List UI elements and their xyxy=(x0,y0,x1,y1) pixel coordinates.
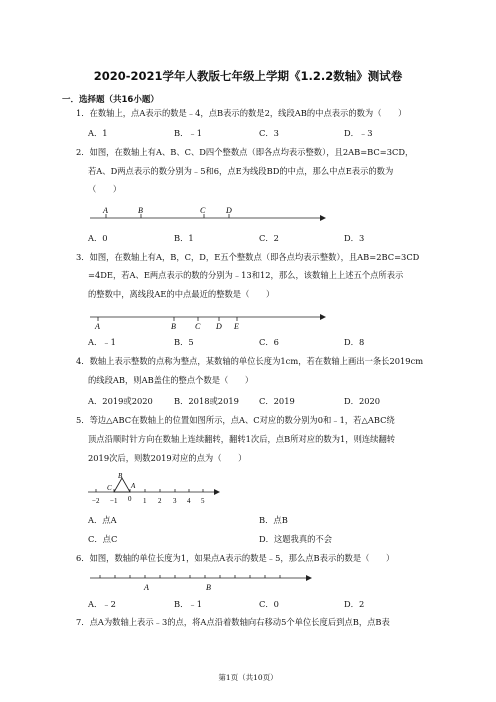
q3-label-b: B xyxy=(171,322,176,331)
q5-stem-line1: 5．等边△ABC在数轴上的位置如图所示，点A、C对应的数分别为0和﹣1，若△ABC绕 xyxy=(76,415,395,425)
q1-option-d: D．﹣3 xyxy=(344,128,373,138)
q4-option-c: C．2019 xyxy=(259,396,295,406)
q3-option-b: B．5 xyxy=(174,337,194,347)
q5-tick-label: 2 xyxy=(158,497,162,505)
q6-stem: 6．如图，数轴的单位长度为1，如果点A表示的数是﹣5，那么点B表示的数是（ ） xyxy=(76,553,395,563)
q6-option-d: D．2 xyxy=(344,599,365,609)
page-title: 2020-2021学年人教版七年级上学期《1.2.2数轴》测试卷 xyxy=(93,69,403,83)
q5-option-d: D．这题我真的不会 xyxy=(259,534,333,544)
q3-label-d: D xyxy=(216,322,222,331)
q2-label-a: A xyxy=(103,206,108,215)
q3-option-d: D．8 xyxy=(344,337,365,347)
q5-tick-label: −1 xyxy=(110,497,118,505)
q2-stem-line1: 2．如图，在数轴上有A、B、C、D四个整数点（即各点均表示整数），且2AB=BC=3CD， xyxy=(76,147,414,157)
q4-stem-line2: 的线段AB，则AB盖住的整点个数是（ ） xyxy=(88,375,254,385)
q6-number-line xyxy=(88,570,318,594)
q1-option-b: B．﹣1 xyxy=(174,128,202,138)
q3-option-a: A．﹣1 xyxy=(88,337,116,347)
q3-number-line xyxy=(88,308,328,332)
q3-stem-line3: 的整数中，离线段AE的中点最近的整数是（ ） xyxy=(88,289,275,299)
q5-vertex-a: A xyxy=(131,482,136,490)
q1-stem: 1．在数轴上，点A表示的数是﹣4，点B表示的数是2，线段AB的中点表示的数为（ ） xyxy=(76,108,407,118)
q1-option-a: A．1 xyxy=(88,128,108,138)
q1-option-c: C．3 xyxy=(259,128,279,138)
q5-option-c: C．点C xyxy=(88,534,118,544)
q5-triangle-number-line xyxy=(88,472,228,508)
q2-label-b: B xyxy=(138,206,143,215)
q4-stem-line1: 4．数轴上表示整数的点称为整点，某数轴的单位长度为1cm，若在数轴上画出一条长2019cm xyxy=(76,356,424,366)
q5-vertex-c: C xyxy=(107,484,112,492)
q7-stem: 7．点A为数轴上表示﹣3的点，将A点沿着数轴向右移动5个单位长度后到点B，点B表 xyxy=(76,617,390,627)
q6-option-a: A．﹣2 xyxy=(88,599,116,609)
q5-tick-label: 4 xyxy=(187,497,191,505)
q2-option-b: B．1 xyxy=(174,233,194,243)
q5-vertex-b: B xyxy=(118,472,123,480)
q6-option-c: C．0 xyxy=(259,599,279,609)
q2-option-d: D．3 xyxy=(344,233,365,243)
q2-option-c: C．2 xyxy=(259,233,279,243)
q2-number-line xyxy=(88,202,328,226)
q2-stem-line3: （ ） xyxy=(88,184,122,194)
q5-tick-label: −2 xyxy=(92,497,100,505)
triangle-abc xyxy=(114,478,130,492)
q5-option-a: A．点A xyxy=(88,515,117,525)
q3-label-a: A xyxy=(95,322,100,331)
q2-stem-line2: 若A、D两点表示的数分别为﹣5和6，点E为线段BD的中点，那么中点E表示的数为 xyxy=(88,166,394,176)
q5-tick-label: 3 xyxy=(173,497,177,505)
q5-tick-label: 1 xyxy=(143,497,147,505)
q5-tick-label: 0 xyxy=(128,495,132,503)
q3-option-c: C．6 xyxy=(259,337,279,347)
q6-label-a: A xyxy=(144,583,149,592)
q5-tick-label: 5 xyxy=(201,497,205,505)
q3-label-e: E xyxy=(234,322,239,331)
q3-stem-line1: 3．如图，在数轴上有A，B，C，D，E五个整数点（即各点均表示整数），且AB=2BC=3CD xyxy=(76,252,420,262)
q3-label-c: C xyxy=(195,322,201,331)
q2-option-a: A．0 xyxy=(88,233,108,243)
q6-option-b: B．﹣1 xyxy=(174,599,202,609)
q6-label-b: B xyxy=(206,583,211,592)
q4-option-a: A．2019或2020 xyxy=(88,396,153,406)
q5-option-b: B．点B xyxy=(259,515,288,525)
q5-stem-line3: 2019次后，则数2019对应的点为（ ） xyxy=(88,453,247,463)
q4-option-d: D．2020 xyxy=(344,396,381,406)
q2-label-d: D xyxy=(226,206,232,215)
section-heading: 一．选择题（共16小题） xyxy=(62,95,159,105)
q5-stem-line2: 顶点沿顺时针方向在数轴上连续翻转，翻转1次后，点B所对应的数为1，则连续翻转 xyxy=(88,434,396,444)
page-footer: 第1页（共10页） xyxy=(218,673,278,682)
q3-stem-line2: =4DE，若A、E两点表示的数的分别为﹣13和12，那么，该数轴上上述五个点所表示 xyxy=(88,270,404,280)
q4-option-b: B．2018或2019 xyxy=(174,396,239,406)
q2-label-c: C xyxy=(200,206,206,215)
